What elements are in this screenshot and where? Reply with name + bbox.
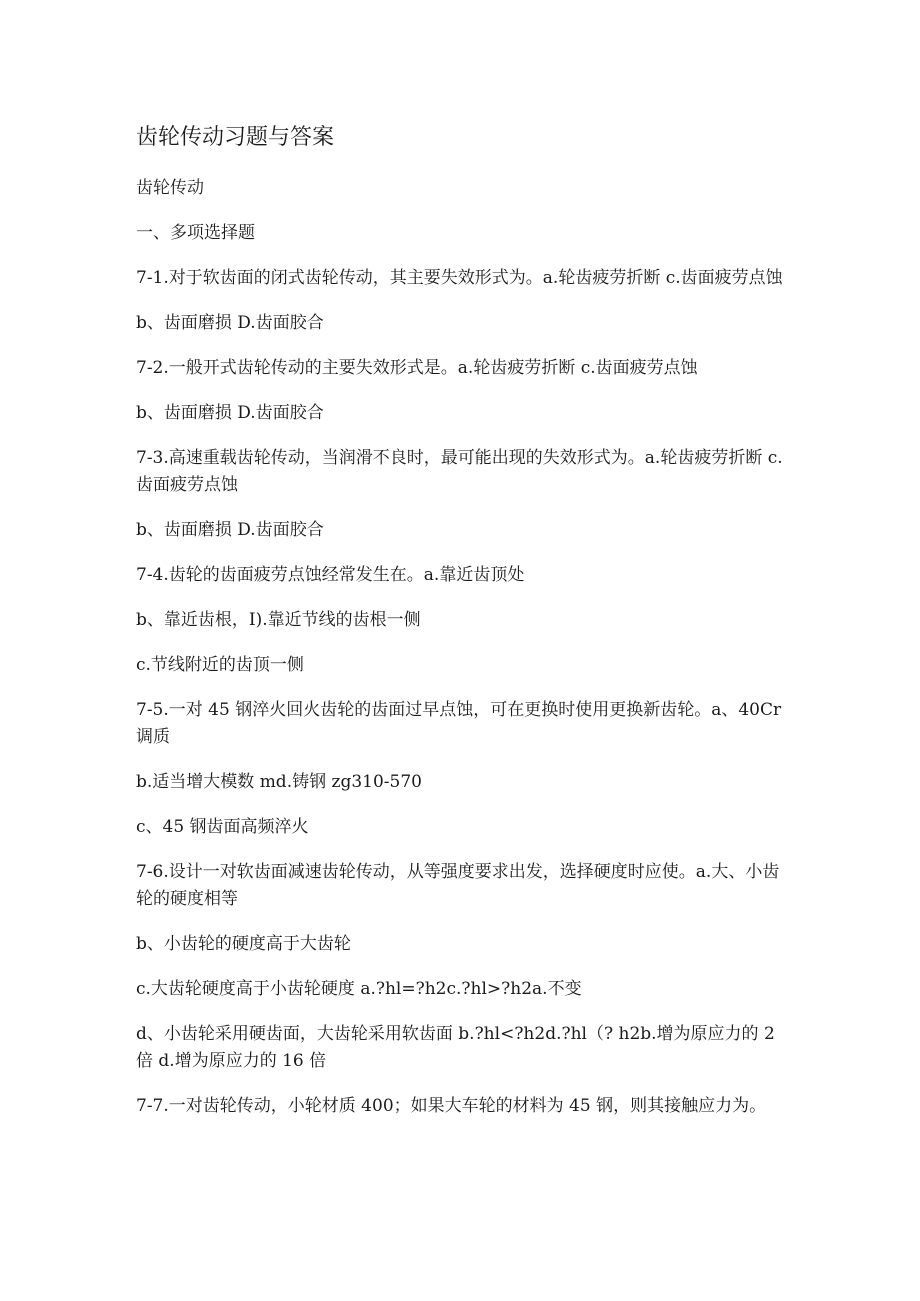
question-7-4: 7-4.齿轮的齿面疲劳点蚀经常发生在。a.靠近齿顶处 — [136, 565, 525, 585]
question-7-2: 7-2.一般开式齿轮传动的主要失效形式是。a.轮齿疲劳折断 c.齿面疲劳点蚀 — [136, 358, 698, 378]
question-7-2-options: b、齿面磨损 D.齿面胶合 — [136, 403, 324, 423]
document-subtitle: 齿轮传动 — [136, 178, 204, 198]
question-7-5: 7-5.一对 45 钢淬火回火齿轮的齿面过早点蚀，可在更换时使用更换新齿轮。a、40Cr 调质 — [136, 700, 782, 747]
question-7-4-option-c: c.节线附近的齿顶一侧 — [136, 655, 304, 675]
question-7-6-option-d: d、小齿轮采用硬齿面，大齿轮采用软齿面 b.?hl<?h2d.?hl（? h2b.增为原应力的 2 倍 d.增为原应力的 16 倍 — [136, 1024, 775, 1071]
document-body — [136, 122, 786, 1138]
question-7-5-option-c: c、45 钢齿面高频淬火 — [136, 817, 309, 837]
question-7-4-option-b: b、靠近齿根，I).靠近节线的齿根一侧 — [136, 610, 421, 630]
question-7-3: 7-3.高速重载齿轮传动，当润滑不良时，最可能出现的失效形式为。a.轮齿疲劳折断 c.齿面疲劳点蚀 — [136, 448, 783, 495]
question-7-1-options: b、齿面磨损 D.齿面胶合 — [136, 313, 324, 333]
document-title: 齿轮传动习题与答案 — [136, 125, 335, 150]
question-7-6: 7-6.设计一对软齿面减速齿轮传动，从等强度要求出发，选择硬度时应使。a.大、小齿轮的硬度相等 — [136, 862, 780, 909]
question-7-6-option-c: c.大齿轮硬度高于小齿轮硬度 a.?hl=?h2c.?hl>?h2a.不变 — [136, 979, 582, 999]
question-7-1: 7-1.对于软齿面的闭式齿轮传动，其主要失效形式为。a.轮齿疲劳折断 c.齿面疲劳点蚀 — [136, 268, 783, 288]
question-7-3-options: b、齿面磨损 D.齿面胶合 — [136, 520, 324, 540]
section-heading: 一、多项选择题 — [136, 223, 255, 243]
question-7-6-option-b: b、小齿轮的硬度高于大齿轮 — [136, 934, 351, 954]
question-7-5-option-b: b.适当增大模数 md.铸钢 zg310-570 — [136, 772, 422, 792]
question-7-7: 7-7.一对齿轮传动，小轮材质 400；如果大车轮的材料为 45 钢，则其接触应力为。 — [136, 1096, 767, 1116]
